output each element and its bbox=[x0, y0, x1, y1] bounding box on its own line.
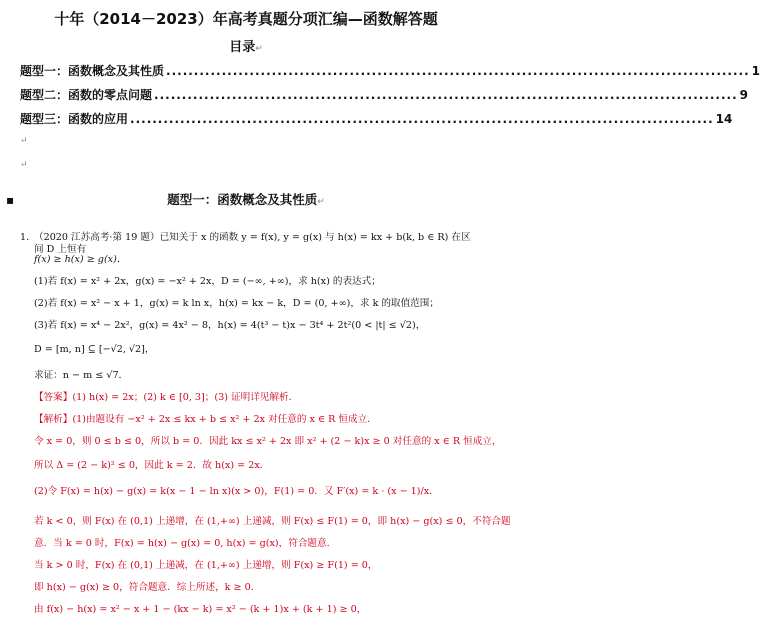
problem-number: 1. bbox=[20, 232, 30, 243]
toc-heading: 目录↵ bbox=[229, 40, 263, 55]
answer-text: (1) h(x) = 2x；(2) k ∈ [0, 3]；(3) 证明详见解析． bbox=[72, 392, 299, 403]
toc-entry-1[interactable] bbox=[20, 62, 760, 79]
toc-entry-label: 题型二：函数的零点问题 bbox=[20, 88, 153, 102]
analysis-line-8: 即 h(x) − g(x) ≥ 0，符合题意．综上所述，k ≥ 0． bbox=[34, 582, 261, 593]
problem-part-3: (3)若 f(x) = x⁴ − 2x²，g(x) = 4x² − 8，h(x) = 4(t³ − t)x − 3t⁴ + 2t²(0 < |t| ≤ √2)， bbox=[34, 320, 426, 331]
toc-entry-label: 题型一：函数概念及其性质 bbox=[20, 64, 165, 78]
analysis-line-7: 当 k > 0 时，F(x) 在 (0,1) 上递减，在 (1,+∞) 上递增，则 F(x) ≥ F(1) = 0， bbox=[34, 560, 378, 571]
section-heading: 题型一：函数概念及其性质↵ bbox=[167, 192, 325, 207]
toc-leader-dots: ......................................................................................................... bbox=[166, 64, 750, 78]
analysis-label: 【解析】 bbox=[34, 414, 73, 425]
toc-entry-3[interactable] bbox=[20, 110, 733, 127]
analysis-line-2: 令 x = 0，则 0 ≤ b ≤ 0，所以 b = 0．因此 kx ≤ x² + 2x 即 x² + (2 − k)x ≥ 0 对任意的 x ∈ R 恒成立， bbox=[34, 436, 502, 447]
analysis-line-3: 所以 Δ = (2 − k)² ≤ 0，因此 k = 2．故 h(x) = 2x． bbox=[34, 460, 270, 471]
problem-intro: （2020 江苏高考·第 19 题）已知关于 x 的函数 y = f(x), y = g(x) 与 h(x) = kx + b(k, b ∈ R) 在区间 D 上恒有 bbox=[34, 232, 471, 255]
problem-part-2: (2)若 f(x) = x² − x + 1，g(x) = k ln x，h(x) = kx − k，D = (0, +∞)，求 k 的取值范围； bbox=[34, 298, 439, 309]
toc-leader-dots: ......................................................................................................... bbox=[154, 88, 738, 102]
toc-page-number: 14 bbox=[715, 112, 733, 126]
analysis-line-9: 由 f(x) − h(x) = x² − x + 1 − (kx − k) = x² − (k + 1)x + (k + 1) ≥ 0， bbox=[34, 604, 367, 615]
problem-part-3-domain: D = [m, n] ⊆ [−√2, √2]， bbox=[34, 344, 155, 355]
analysis-line-6: 意．当 k = 0 时，F(x) = h(x) − g(x) = 0, h(x) = g(x)，符合题意． bbox=[34, 538, 337, 549]
toc-leader-dots: ......................................................................................................... bbox=[130, 112, 714, 126]
answer-label: 【答案】 bbox=[34, 392, 73, 403]
problem-part-3-claim: 求证：n − m ≤ √7． bbox=[34, 370, 129, 381]
problem-part-1: (1)若 f(x) = x² + 2x，g(x) = −x² + 2x，D = (−∞, +∞)，求 h(x) 的表达式； bbox=[34, 276, 381, 287]
toc-page-number: 9 bbox=[739, 88, 749, 102]
paragraph-mark: ↵ bbox=[20, 136, 28, 146]
answer-block bbox=[34, 392, 298, 404]
toc-entry-label: 题型三：函数的应用 bbox=[20, 112, 129, 126]
analysis-line-1: 【解析】(1)由题设有 −x² + 2x ≤ kx + b ≤ x² + 2x 对任意的 x ∈ R 恒成立． bbox=[34, 414, 377, 425]
toc-entry-2[interactable] bbox=[20, 86, 749, 103]
analysis-line-5: 若 k < 0，则 F(x) 在 (0,1) 上递增，在 (1,+∞) 上递减，则 F(x) ≤ F(1) = 0，即 h(x) − g(x) ≤ 0，不符合题 bbox=[34, 516, 511, 527]
document-title: 十年（2014－2023）年高考真题分项汇编—函数解答题 bbox=[54, 10, 438, 28]
bullet-icon: ▪ bbox=[6, 193, 15, 207]
analysis-line-4: (2)令 F(x) = h(x) − g(x) = k(x − 1 − ln x)(x > 0)，F(1) = 0．又 F′(x) = k · (x − 1)/x． bbox=[34, 486, 439, 497]
toc-page-number: 1 bbox=[751, 64, 760, 78]
paragraph-mark: ↵ bbox=[20, 160, 28, 170]
problem-condition: f(x) ≥ h(x) ≥ g(x)． bbox=[34, 254, 127, 265]
